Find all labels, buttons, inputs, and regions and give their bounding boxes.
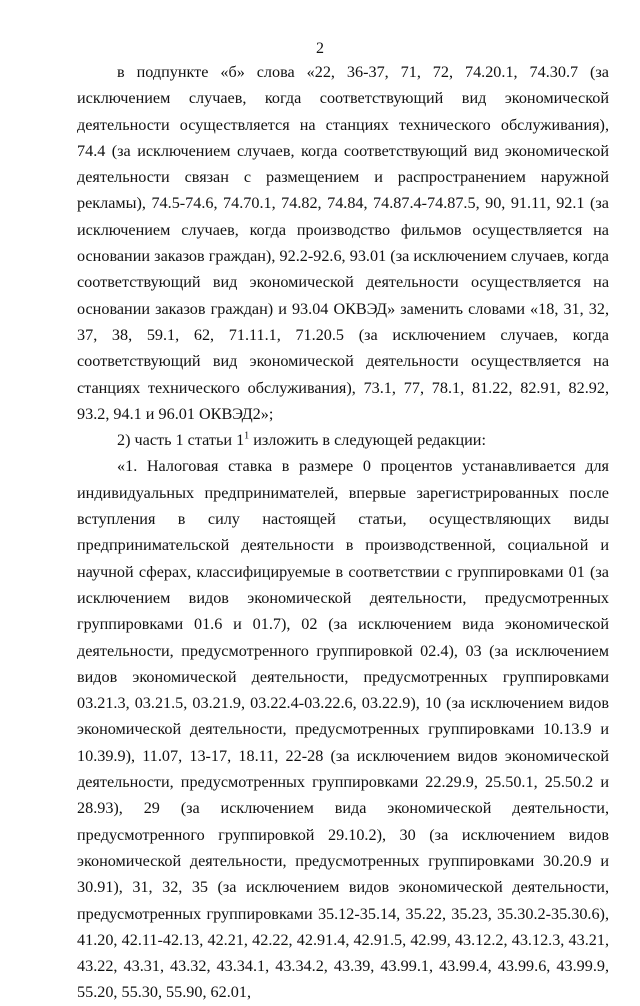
paragraph-new-wording-part-1: «1. Налоговая ставка в размере 0 процентов устанавливается для индивидуальных предпринимателей, впервые зарегистрированных после вступления в силу настоящей статьи, осуществляющих виды предпринимательской деятельности в производственной, социальной и научной сферах, классифицируемые в соответствии с группировками 01 (за исключением видов экономической деятельности, предусмотренных группировками 01.6 и 01.7), 02 (за исключением вида экономической деятельности, предусмотренного группировкой 02.4), 03 (за исключением видов экономической деятельности, предусмотренных группировками 03.21.3, 03.21.5, 03.21.9, 03.22.4-03.22.6, 03.22.9), 10 (за исключением видов экономической деятельности, предусмотренных группировками 10.13.9 и 10.39.9), 11.07, 13-17, 18.11, 22-28 (за исключением видов экономической деятельности, предусмотренных группировками 22.29.9, 25.50.1, 25.50.2 и 28.93), 29 (за исключением вида экономической деятельности, предусмотренного группировкой 29.10.2), 30 (за исключением видов экономической деятельности, предусмотренных группировками 30.20.9 и 30.91), 31, 32, 35 (за исключением видов экономической деятельности, предусмотренных группировками 35.12-35.14, 35.22, 35.23, 35.30.2-35.30.6), 41.20, 42.11-42.13, 42.21, 42.22, 42.91.4, 42.91.5, 42.99, 43.12.2, 43.12.3, 43.21, 43.22, 43.31, 43.32, 43.34.1, 43.34.2, 43.39, 43.99.1, 43.99.4, 43.99.6, 43.99.9, 55.20, 55.30, 55.90, 62.01, — [77, 457, 609, 1002]
article-superscript: 1 — [244, 430, 250, 442]
paragraph-item-2 — [77, 427, 609, 453]
document-body — [77, 59, 609, 1006]
item-2-text-before: 2) часть 1 статьи 1 — [117, 431, 245, 450]
page-number: 2 — [316, 40, 324, 57]
item-2-text-after: изложить в следующей редакции: — [249, 431, 486, 450]
paragraph-subparagraph-b-replacement: в подпункте «б» слова «22, 36-37, 71, 72, 74.20.1, 74.30.7 (за исключением случаев, когда соответствующий вид экономической деятельности осуществляется на станциях технического обслуживания), 74.4 (за исключением случаев, когда соответствующий вид экономической деятельности связан с размещением и распространением наружной рекламы), 74.5-74.6, 74.70.1, 74.82, 74.84, 74.87.4-74.87.5, 90, 91.11, 92.1 (за исключением случаев, когда производство фильмов осуществляется на основании заказов граждан), 92.2-92.6, 93.01 (за исключением случаев, когда соответствующий вид экономической деятельности осуществляется на основании заказов граждан) и 93.04 ОКВЭД» заменить словами «18, 31, 32, 37, 38, 59.1, 62, 71.11.1, 71.20.5 (за исключением случаев, когда соответствующий вид экономической деятельности осуществляется на станциях технического обслуживания), 73.1, 77, 78.1, 81.22, 82.91, 82.92, 93.2, 94.1 и 96.01 ОКВЭД2»; — [77, 63, 609, 423]
